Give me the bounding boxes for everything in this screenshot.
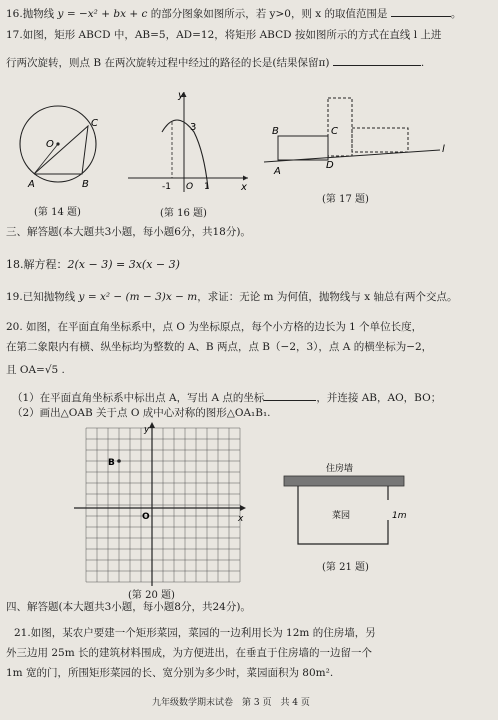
fig16-label-neg1: -1 [162, 182, 171, 192]
section-4-heading: 四、解答题(本大题共3小题，每小题8分，共24分)。 [6, 601, 251, 613]
q16-formula: y = −x² + bx + c [57, 8, 148, 20]
question-20-part2: （2）画出△OAB 关于点 O 成中心对称的图形△OA₁B₁. [12, 407, 271, 419]
figure-20 [72, 420, 252, 590]
figure-17 [262, 90, 452, 180]
fig14-label-B: B [82, 179, 89, 190]
figure-14 [12, 92, 112, 192]
q20-answer-blank[interactable] [264, 390, 316, 401]
fig20-label-x: x [238, 514, 244, 524]
fig16-label-1: 1 [204, 182, 210, 192]
fig17-label-C: C [331, 126, 338, 137]
q16-text-a: 16.抛物线 [6, 8, 58, 20]
q16-answer-blank[interactable] [391, 6, 451, 17]
q18-equation: 2(x − 3) = 3x(x − 3) [67, 258, 180, 271]
fig17-label-l: l [442, 144, 445, 155]
q17-end: . [420, 57, 425, 69]
fig21-garden-label: 菜园 [332, 511, 351, 521]
fig21-gap-label: 1m [392, 511, 407, 521]
fig14-label-A: A [28, 179, 35, 190]
fig14-triangle [34, 126, 88, 174]
q17-answer-blank[interactable] [333, 55, 421, 66]
fig20-label-B: B [108, 458, 115, 468]
question-17-line1: 17.如图，矩形 ABCD 中，AB=5，AD=12，将矩形 ABCD 按如图所示的方式在直线 l 上进 [6, 29, 442, 41]
q20-part1-text: （1）在平面直角坐标系中标出点 A，写出 A 点的坐标 [12, 392, 265, 404]
fig20-y-arrow [149, 422, 155, 428]
fig17-rect-1 [278, 136, 328, 160]
q18-prefix: 18.解方程： [6, 258, 68, 271]
q19-suffix: ，求证：无论 m 为何值，抛物线与 x 轴总有两个交点。 [197, 291, 458, 303]
section-3-heading: 三、解答题(本大题共3小题，每小题6分，共18分)。 [6, 226, 251, 238]
page-footer: 九年级数学期末试卷 第 3 页 共 4 页 [152, 698, 310, 708]
fig20-x-arrow [240, 505, 246, 511]
figure-21 [282, 456, 412, 552]
question-20-line2: 在第二象限内有横、纵坐标均为整数的 A、B 两点，点 B（−2，3），点 A 的横坐标为−2， [6, 341, 433, 353]
fig20-label-O: O [142, 512, 150, 522]
question-21-line1: 21.如图，某农户要建一个矩形菜园，菜园的一边利用长为 12m 的住房墙，另 [14, 627, 376, 639]
question-21-line3: 1m 宽的门，所围矩形菜园的长、宽分别为多少时，菜园面积为 80m². [6, 667, 334, 679]
fig16-caption: (第 16 题) [160, 208, 207, 219]
question-19 [6, 291, 457, 304]
q19-prefix: 19.已知抛物线 [6, 291, 79, 303]
q16-end: 。 [450, 8, 462, 20]
q20-part1-suffix: ，并连接 AB，AO，BO； [316, 392, 442, 404]
question-17-line2 [6, 55, 424, 70]
fig21-wall [284, 476, 404, 486]
q19-formula: y = x² − (m − 3)x − m [78, 291, 198, 303]
fig20-caption: (第 20 题) [128, 590, 175, 601]
fig17-label-B: B [272, 126, 279, 137]
question-20-line1: 20. 如图，在平面直角坐标系中，点 O 为坐标原点，每个小方格的边长为 1 个单位长度， [6, 321, 423, 333]
fig14-label-O: O [46, 139, 54, 150]
fig14-caption: (第 14 题) [34, 207, 81, 218]
fig21-wall-label: 住房墙 [326, 464, 354, 474]
fig17-rect-3 [352, 128, 408, 152]
fig20-gridlines [86, 428, 240, 582]
fig16-label-O: O [186, 182, 194, 192]
fig20-label-y: y [144, 425, 150, 435]
fig16-label-3: 3 [190, 122, 197, 133]
fig16-label-x: x [241, 182, 247, 193]
question-21-line2: 外三边用 25m 长的建筑材料围成，为方便进出，在垂直于住房墙的一边留一个 [6, 647, 372, 659]
question-20-part1 [12, 390, 441, 405]
fig17-label-D: D [326, 160, 334, 171]
fig16-x-arrow [243, 176, 248, 181]
figure-16 [124, 88, 254, 196]
fig16-label-y: y [178, 90, 184, 101]
fig14-center-dot [56, 142, 59, 145]
q17-text: 行两次旋转，则点 B 在两次旋转过程中经过的路径的长是(结果保留π) [6, 57, 330, 69]
question-20-line3: 且 OA=√5 . [6, 364, 65, 376]
fig17-caption: (第 17 题) [322, 194, 369, 205]
q16-text-b: 的部分图象如图所示，若 y>0，则 x 的取值范围是 [147, 8, 388, 20]
question-18 [6, 258, 180, 271]
question-16 [6, 6, 461, 21]
fig14-label-C: C [91, 118, 98, 129]
fig21-caption: (第 21 题) [322, 562, 369, 573]
fig20-point-B [117, 459, 121, 463]
fig17-label-A: A [274, 166, 281, 177]
